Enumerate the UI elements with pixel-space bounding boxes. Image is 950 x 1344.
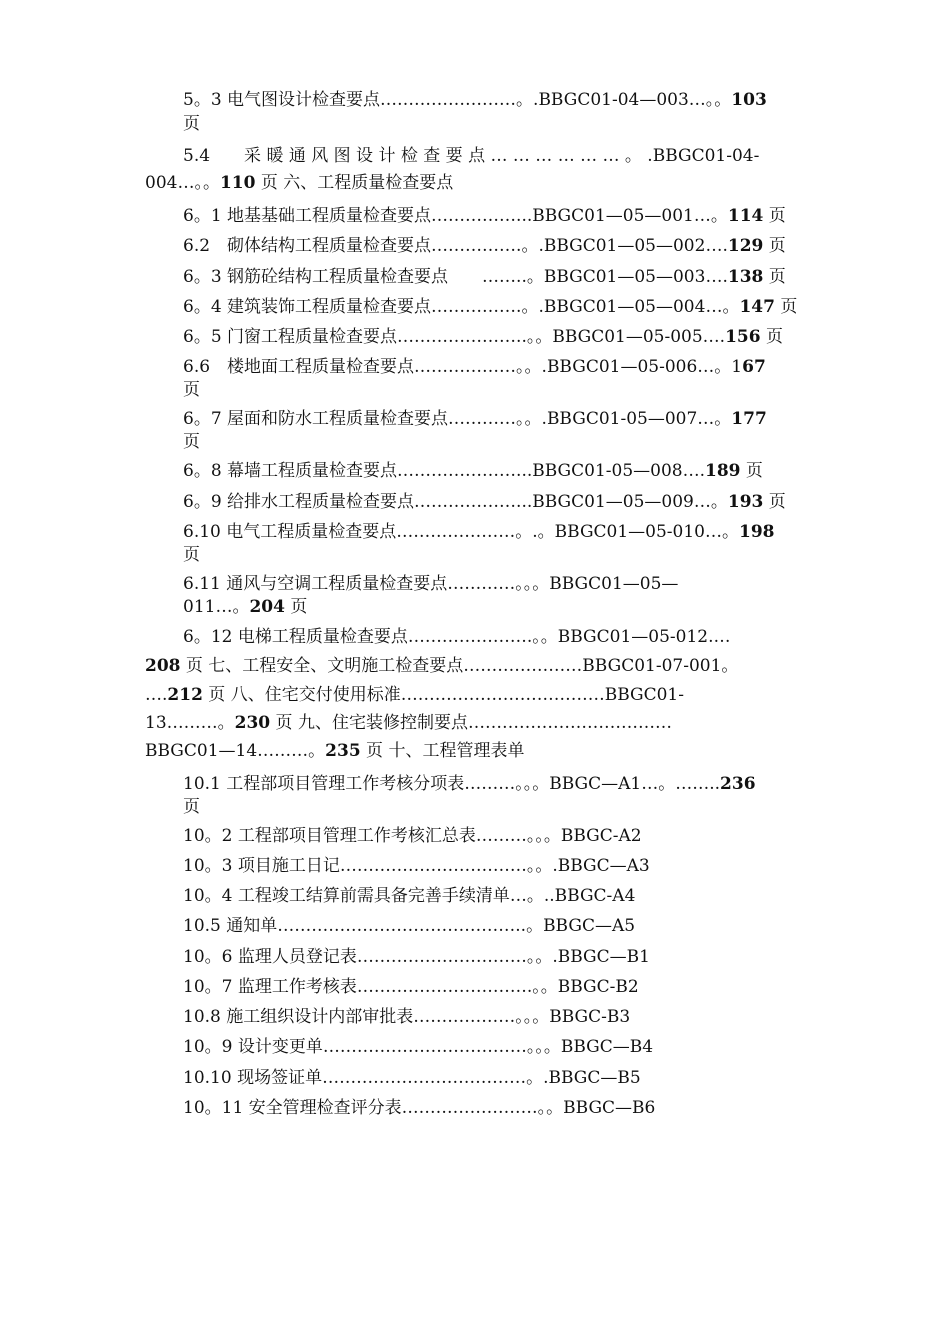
toc-text: 10。11 安全管理检查评分表……………………。。BBGC—B6 xyxy=(183,1098,656,1118)
toc-line xyxy=(145,712,672,734)
toc-line xyxy=(145,740,524,762)
toc-line xyxy=(183,145,759,167)
toc-line xyxy=(145,684,684,706)
toc-line xyxy=(183,885,635,907)
toc-text: 6。7 屋面和防水工程质量检查要点…………。。.BBGC01-05—007…。 xyxy=(183,409,732,429)
toc-page-number: 189 xyxy=(705,461,741,481)
toc-page-number: 193 xyxy=(727,492,764,512)
toc-page-number: 212 xyxy=(167,685,203,705)
toc-suffix: 页 xyxy=(763,267,786,287)
toc-suffix: 页 xyxy=(760,327,783,347)
toc-text: 10。6 监理人员登记表…………………………。。.BBGC—B1 xyxy=(183,947,650,967)
toc-line xyxy=(183,573,678,595)
toc-text: 6。9 给排水工程质量检查要点………………...BBGC01—05—009…。 xyxy=(183,492,728,512)
toc-suffix: 页 xyxy=(763,206,786,226)
toc-text: 6.6 楼地面工程质量检查要点………………。。.BBGC01—05-006…。1 xyxy=(183,357,743,377)
toc-text: 10。7 监理工作考核表………………………….。。BBGC-B2 xyxy=(183,977,639,997)
toc-suffix: 页 xyxy=(774,297,798,317)
toc-page-number: 147 xyxy=(739,297,775,317)
toc-page-number: 230 xyxy=(234,713,271,733)
toc-page-number: 236 xyxy=(720,774,756,794)
toc-line xyxy=(183,356,766,378)
toc-suffix: 页 八、住宅交付使用标准………………………………BBGC01- xyxy=(202,685,684,705)
toc-page-number: 67 xyxy=(742,357,766,377)
toc-text: 004…。。 xyxy=(145,173,220,193)
toc-page-number: 110 xyxy=(219,173,256,193)
toc-line xyxy=(183,235,786,257)
toc-text: 6。5 门窗工程质量检查要点…………………..。。BBGC01—05-005…. xyxy=(183,327,726,347)
toc-line xyxy=(183,296,797,318)
toc-page-number: 208 xyxy=(145,656,181,676)
toc-line xyxy=(183,796,200,818)
toc-suffix: 页 xyxy=(763,236,786,256)
toc-page-number: 138 xyxy=(727,267,764,287)
toc-line xyxy=(183,946,650,968)
toc-line xyxy=(183,915,635,937)
toc-page-number: 156 xyxy=(725,327,761,347)
toc-text: 6。4 建筑装饰工程质量检查要点…………….。.BBGC01—05—004…。 xyxy=(183,297,740,317)
toc-text: 5。3 电气图设计检查要点……………………。.BBGC01-04—003…。。 xyxy=(183,90,732,110)
toc-text: 10。4 工程竣工结算前需具备完善手续清单…。..BBGC-A4 xyxy=(183,886,636,906)
toc-line xyxy=(183,379,200,401)
toc-line xyxy=(183,626,731,648)
toc-text: 6。1 地基基础工程质量检查要点……………...BBGC01—05—001…。 xyxy=(183,206,728,226)
toc-suffix: 页 十、工程管理表单 xyxy=(360,741,525,761)
toc-text: 011…。 xyxy=(183,597,250,617)
toc-text: 10.5 通知单……………………………………..。BBGC—A5 xyxy=(183,916,636,936)
toc-page-number: 235 xyxy=(325,741,361,761)
toc-suffix: 页 xyxy=(284,597,308,617)
toc-text: 10。2 工程部项目管理工作考核汇总表………。。。BBGC-A2 xyxy=(183,826,642,846)
toc-text: 13………。 xyxy=(145,713,235,733)
toc-line xyxy=(183,326,783,348)
toc-line xyxy=(183,89,767,111)
toc-page-number: 103 xyxy=(731,90,767,110)
toc-suffix: 页 xyxy=(740,461,763,481)
toc-text: 6.10 电气工程质量检查要点…………………。.。BBGC01—05-010…。 xyxy=(183,522,740,542)
toc-line xyxy=(183,825,642,847)
toc-text: 10.8 施工组织设计内部审批表………………。。。BBGC-B3 xyxy=(183,1007,631,1027)
toc-suffix: 页 六、工程质量检查要点 xyxy=(255,173,454,193)
toc-text: 页 xyxy=(183,114,200,134)
toc-text: 6。12 电梯工程质量检查要点………………….。。BBGC01—05-012.… xyxy=(183,627,731,647)
toc-page-number: 204 xyxy=(249,597,285,617)
toc-line xyxy=(183,1097,655,1119)
toc-line xyxy=(183,976,639,998)
toc-text: 10。3 项目施工日记……………………………。。.BBGC—A3 xyxy=(183,856,650,876)
toc-line xyxy=(183,408,767,430)
toc-line xyxy=(183,773,756,795)
toc-line xyxy=(183,491,786,513)
toc-text: 页 xyxy=(183,380,200,400)
toc-line xyxy=(183,205,786,227)
toc-line xyxy=(183,113,200,135)
toc-page-number: 114 xyxy=(727,206,764,226)
toc-suffix: 页 九、住宅装修控制要点……………………………… xyxy=(270,713,672,733)
toc-page-number: 177 xyxy=(731,409,767,429)
toc-line xyxy=(183,460,763,482)
toc-line xyxy=(183,266,786,288)
toc-page-number: 129 xyxy=(727,236,764,256)
toc-suffix: 页 七、工程安全、文明施工检查要点…………………BBGC01-07-001。 xyxy=(180,656,739,676)
toc-text: 6。3 钢筋砼结构工程质量检查要点 ……..。BBGC01—05—003…. xyxy=(183,267,728,287)
toc-text: 页 xyxy=(183,432,200,452)
toc-line xyxy=(145,172,453,194)
toc-text: 页 xyxy=(183,797,200,817)
toc-line xyxy=(183,855,650,877)
toc-text: …. xyxy=(145,685,168,705)
toc-text: 5.4 采 暖 通 风 图 设 计 检 查 要 点 … … … … … … 。 .BBGC01-04- xyxy=(183,146,760,166)
toc-line xyxy=(183,1067,641,1089)
toc-page-number: 198 xyxy=(739,522,775,542)
toc-suffix: 页 xyxy=(763,492,786,512)
toc-text: 6.2 砌体结构工程质量检查要点…………….。.BBGC01—05—002…. xyxy=(183,236,728,256)
toc-text: BBGC01—14………。 xyxy=(145,741,326,761)
toc-line xyxy=(183,1006,630,1028)
toc-text: 6。8 幕墙工程质量检查要点…………………...BBGC01-05—008…. xyxy=(183,461,705,481)
toc-text: 页 xyxy=(183,545,200,565)
toc-line xyxy=(183,431,200,453)
toc-text: 6.11 通风与空调工程质量检查要点…………。。。BBGC01—05— xyxy=(183,574,679,594)
toc-text: 10.10 现场签证单………………………………。.BBGC—B5 xyxy=(183,1068,641,1088)
toc-text: 10。9 设计变更单………………………………。。。BBGC—B4 xyxy=(183,1037,654,1057)
toc-line xyxy=(145,655,738,677)
toc-line xyxy=(183,596,307,618)
toc-text: 10.1 工程部项目管理工作考核分项表………。。。BBGC—A1…。…….. xyxy=(183,774,721,794)
toc-line xyxy=(183,521,775,543)
toc-line xyxy=(183,1036,653,1058)
toc-line xyxy=(183,544,200,566)
